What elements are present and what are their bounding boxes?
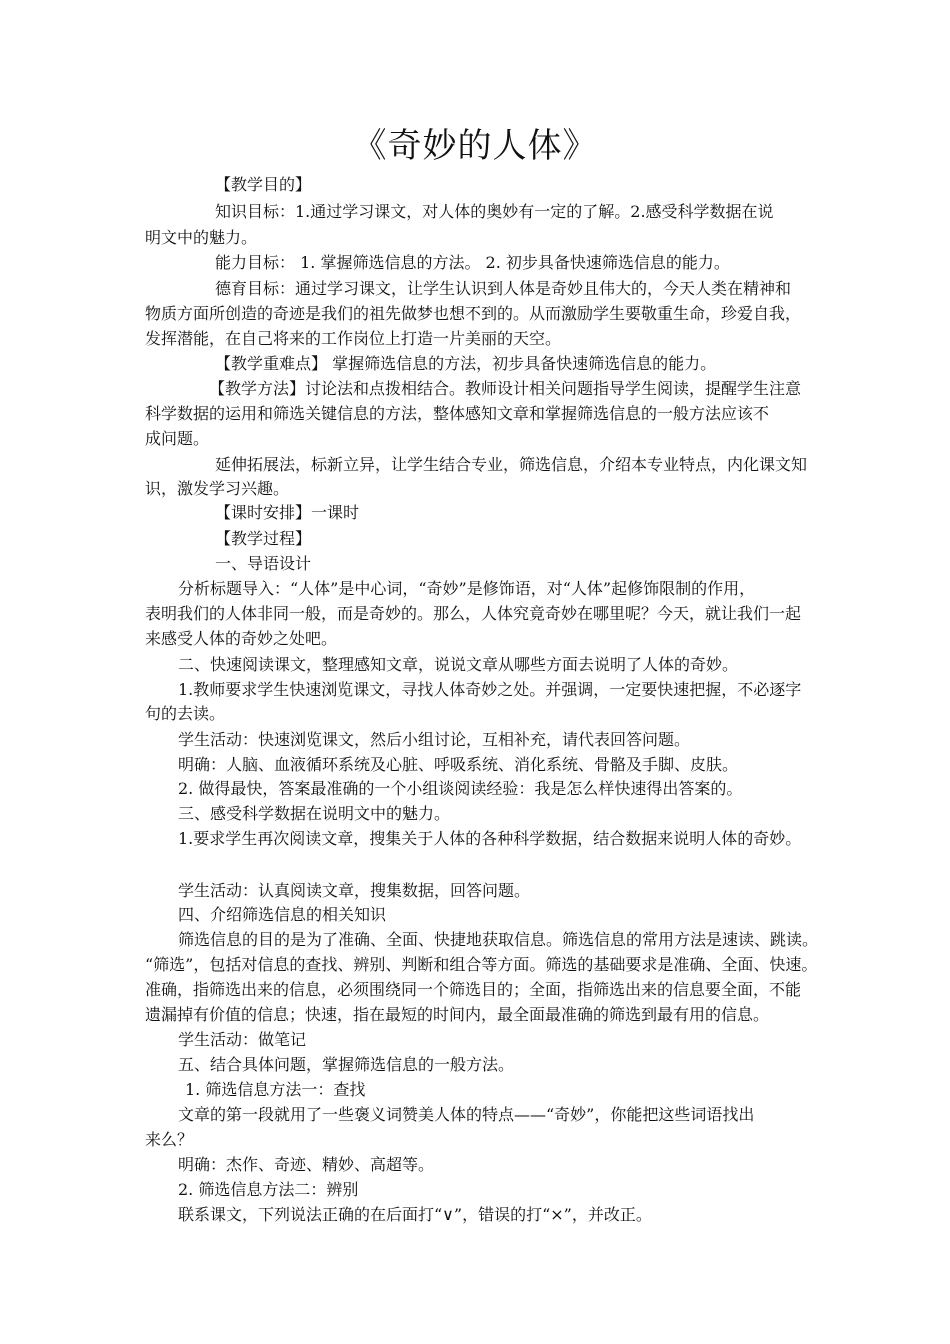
text-line: 学生活动：快速浏览课文，然后小组讨论，互相补充，请代表回答问题。: [178, 730, 691, 749]
section-heading-methods: 【教学方法】讨论法和点拨相结合。教师设计相关问题指导学生阅读，提醒学生注意: [209, 379, 802, 398]
text-line: 遗漏掉有价值的信息；快速，指在最短的时间内，最全面最准确的筛选到最有用的信息。: [145, 1005, 770, 1024]
subsection-heading: 一、导语设计: [215, 554, 312, 573]
subsection-heading: 三、感受科学数据在说明文中的魅力。: [178, 804, 451, 823]
text-line: 发挥潜能，在自己将来的工作岗位上打造一片美丽的天空。: [145, 329, 562, 348]
subsection-heading: 四、介绍筛选信息的相关知识: [178, 905, 387, 924]
text-line: 能力目标： 1. 掌握筛选信息的方法。 2. 初步具备快速筛选信息的能力。: [215, 253, 730, 272]
text-line: 联系课文，下列说法正确的在后面打“∨”，错误的打“×”，并改正。: [178, 1205, 652, 1224]
section-heading-process: 【教学过程】: [215, 529, 312, 548]
text-line: 筛选信息的目的是为了准确、全面、快捷地获取信息。筛选信息的常用方法是速读、跳读。: [178, 930, 819, 949]
text-line: 1.要求学生再次阅读文章，搜集关于人体的各种科学数据，结合数据来说明人体的奇妙。: [178, 829, 802, 848]
document-title: 《奇妙的人体》: [352, 126, 598, 166]
text-line: 成问题。: [145, 429, 210, 448]
text-line: 2. 筛选信息方法二：辨别: [178, 1180, 359, 1199]
text-line: 1.教师要求学生快速浏览课文，寻找人体奇妙之处。并强调，一定要快速把握，不必逐字: [178, 680, 802, 699]
text-line: 来么？: [145, 1130, 194, 1149]
text-line: 明确：人脑、血液循环系统及心脏、呼吸系统、消化系统、骨骼及手脚、皮肤。: [178, 755, 739, 774]
text-line: 物质方面所创造的奇迹是我们的祖先做梦也想不到的。从而激励学生要敬重生命，珍爱自我，: [145, 304, 802, 323]
text-line: 知识目标：1.通过学习课文，对人体的奥妙有一定的了解。2.感受科学数据在说: [215, 202, 774, 221]
subsection-heading: 二、快速阅读课文，整理感知文章，说说文章从哪些方面去说明了人体的奇妙。: [178, 655, 739, 674]
subsection-heading: 五、结合具体问题，掌握筛选信息的一般方法。: [178, 1055, 515, 1074]
text-line: 句的去读。: [145, 704, 226, 723]
text-line: 1. 筛选信息方法一：查找: [185, 1080, 366, 1099]
text-line: 延伸拓展法，标新立异，让学生结合专业，筛选信息，介绍本专业特点，内化课文知: [215, 455, 808, 474]
text-line: 学生活动：认真阅读文章，搜集数据，回答问题。: [178, 881, 531, 900]
section-heading-objectives: 【教学目的】: [215, 175, 312, 194]
text-line: 明文中的魅力。: [145, 228, 258, 247]
text-line: 识，激发学习兴趣。: [145, 479, 290, 498]
section-heading-key-points: 【教学重难点】 掌握筛选信息的方法，初步具备快速筛选信息的能力。: [215, 354, 717, 373]
text-line: 学生活动：做笔记: [178, 1030, 307, 1049]
text-line: 2. 做得最快，答案最准确的一个小组谈阅读经验：我是怎么样快速得出答案的。: [178, 779, 743, 798]
section-heading-schedule: 【课时安排】一课时: [215, 503, 360, 522]
text-line: 科学数据的运用和筛选关键信息的方法，整体感知文章和掌握筛选信息的一般方法应该不: [145, 404, 770, 423]
text-line: 表明我们的人体非同一般，而是奇妙的。那么，人体究竟奇妙在哪里呢？今天，就让我们一起: [145, 604, 802, 623]
text-line: 来感受人体的奇妙之处吧。: [145, 629, 338, 648]
text-line: 分析标题导入：“人体”是中心词，“奇妙”是修饰语，对“人体”起修饰限制的作用，: [178, 579, 756, 598]
text-line: 德育目标：通过学习课文，让学生认识到人体是奇妙且伟大的，今天人类在精神和: [215, 279, 792, 298]
text-line: “筛选”，包括对信息的查找、辨别、判断和组合等方面。筛选的基础要求是准确、全面、快速。: [145, 955, 818, 974]
text-line: 文章的第一段就用了一些褒义词赞美人体的特点——“奇妙”，你能把这些词语找出: [178, 1105, 755, 1124]
text-line: 准确，指筛选出来的信息，必须围绕同一个筛选目的；全面，指筛选出来的信息要全面，不能: [145, 980, 802, 999]
text-line: 明确：杰作、奇迹、精妙、高超等。: [178, 1155, 435, 1174]
